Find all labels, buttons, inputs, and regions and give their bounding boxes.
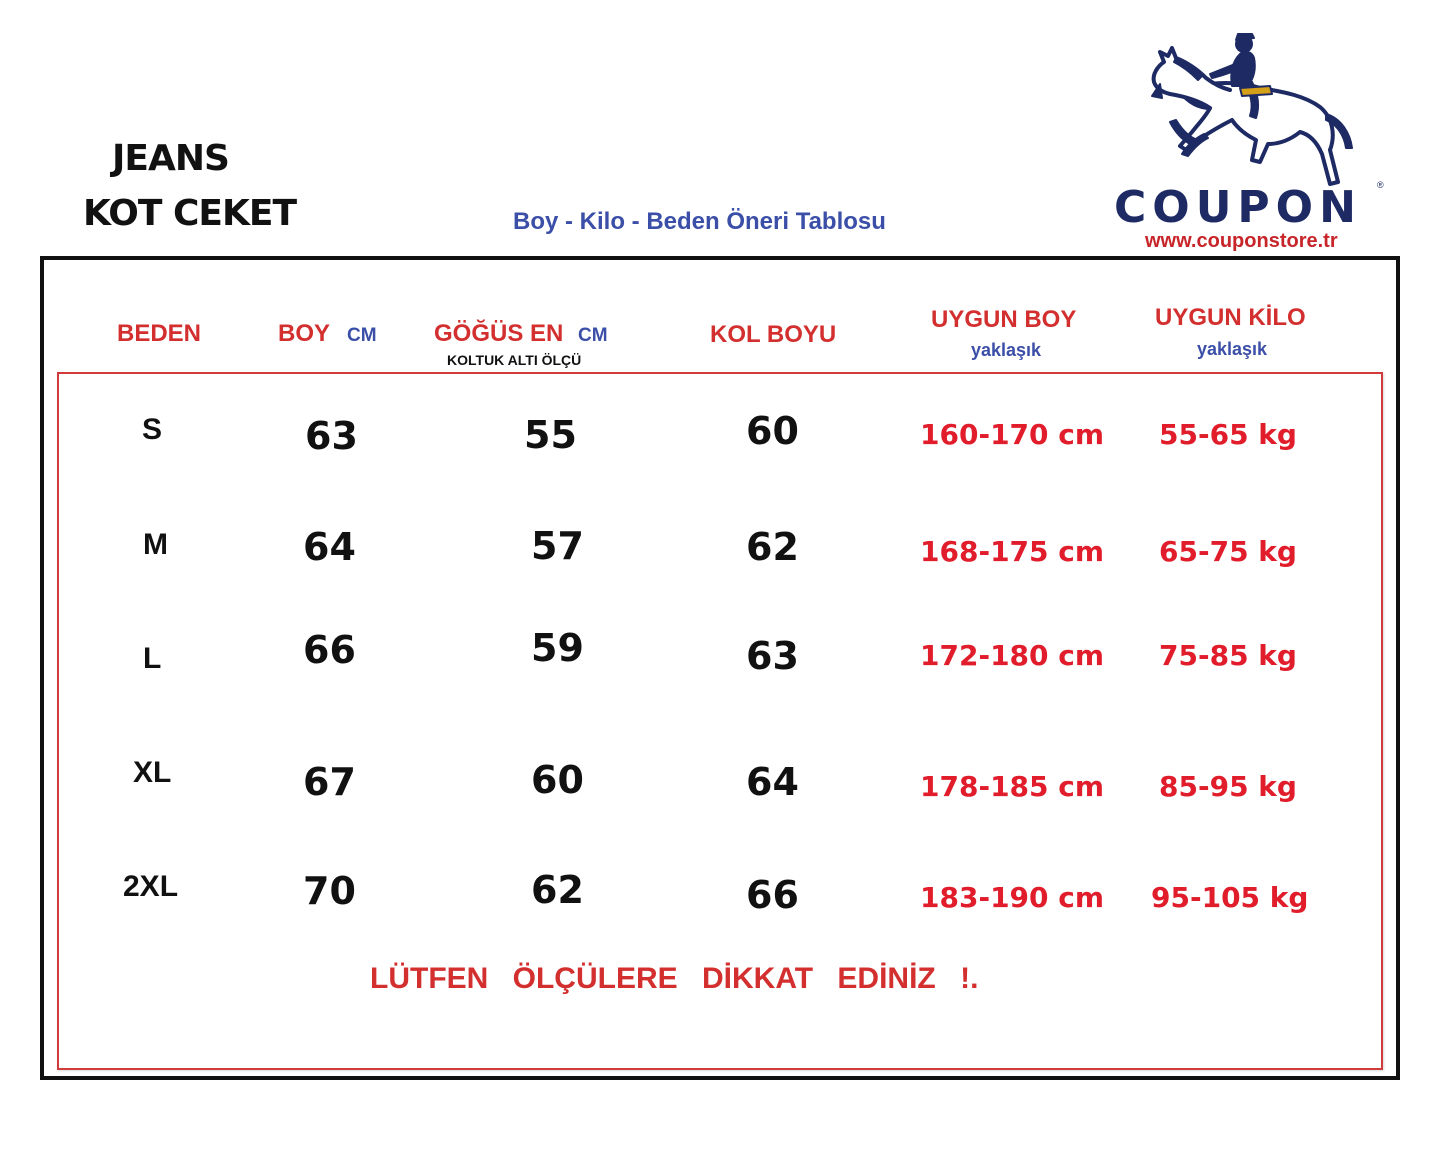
chest-cell: 55 xyxy=(524,413,577,457)
chest-cell: 62 xyxy=(531,868,584,912)
sleeve-cell: 66 xyxy=(746,873,799,917)
measurement-warning: LÜTFEN ÖLÇÜLERE DİKKAT EDİNİZ !. xyxy=(370,962,979,995)
fit-weight-cell: 55-65 kg xyxy=(1159,418,1297,451)
size-cell: 2XL xyxy=(123,870,179,903)
fit-weight-cell: 65-75 kg xyxy=(1159,535,1297,568)
product-title-line1: JEANS xyxy=(112,138,229,179)
brand-logo: COUPON xyxy=(1114,182,1362,233)
header-chest-note: KOLTUK ALTI ÖLÇÜ xyxy=(447,352,582,368)
size-cell: L xyxy=(143,642,162,675)
fit-height-cell: 160-170 cm xyxy=(920,418,1105,451)
length-cell: 67 xyxy=(303,760,356,804)
size-cell: S xyxy=(142,413,163,446)
size-cell: M xyxy=(143,528,168,561)
header-chest-unit: CM xyxy=(578,325,608,346)
header-sleeve: KOL BOYU xyxy=(710,321,837,348)
horse-rider-icon xyxy=(1140,22,1360,190)
website-link[interactable]: www.couponstore.tr xyxy=(1145,230,1338,252)
sleeve-cell: 60 xyxy=(746,409,799,453)
fit-height-cell: 178-185 cm xyxy=(920,770,1105,803)
chart-subtitle: Boy - Kilo - Beden Öneri Tablosu xyxy=(513,208,886,235)
header-length: BOY xyxy=(278,320,331,347)
chest-cell: 59 xyxy=(531,626,584,670)
fit-height-cell: 183-190 cm xyxy=(920,881,1105,914)
sleeve-cell: 62 xyxy=(746,525,799,569)
header-fit-weight: UYGUN KİLO xyxy=(1155,304,1306,331)
fit-weight-cell: 95-105 kg xyxy=(1151,881,1309,914)
fit-weight-cell: 75-85 kg xyxy=(1159,639,1297,672)
length-cell: 63 xyxy=(305,414,358,458)
chest-cell: 60 xyxy=(531,758,584,802)
header-chest: GÖĞÜS EN xyxy=(434,320,564,347)
sleeve-cell: 63 xyxy=(746,634,799,678)
registered-mark: ® xyxy=(1377,180,1384,190)
chest-cell: 57 xyxy=(531,524,584,568)
product-title-line2: KOT CEKET xyxy=(83,193,297,234)
fit-weight-cell: 85-95 kg xyxy=(1159,770,1297,803)
size-cell: XL xyxy=(133,756,172,789)
header-fit-height-note: yaklaşık xyxy=(971,340,1042,360)
length-cell: 66 xyxy=(303,628,356,672)
header-size: BEDEN xyxy=(117,320,202,347)
sleeve-cell: 64 xyxy=(746,760,799,804)
fit-height-cell: 172-180 cm xyxy=(920,639,1105,672)
length-cell: 64 xyxy=(303,525,356,569)
fit-height-cell: 168-175 cm xyxy=(920,535,1105,568)
header-fit-weight-note: yaklaşık xyxy=(1197,339,1268,359)
header-length-unit: CM xyxy=(347,325,377,346)
header-fit-height: UYGUN BOY xyxy=(931,306,1077,333)
length-cell: 70 xyxy=(303,869,356,913)
